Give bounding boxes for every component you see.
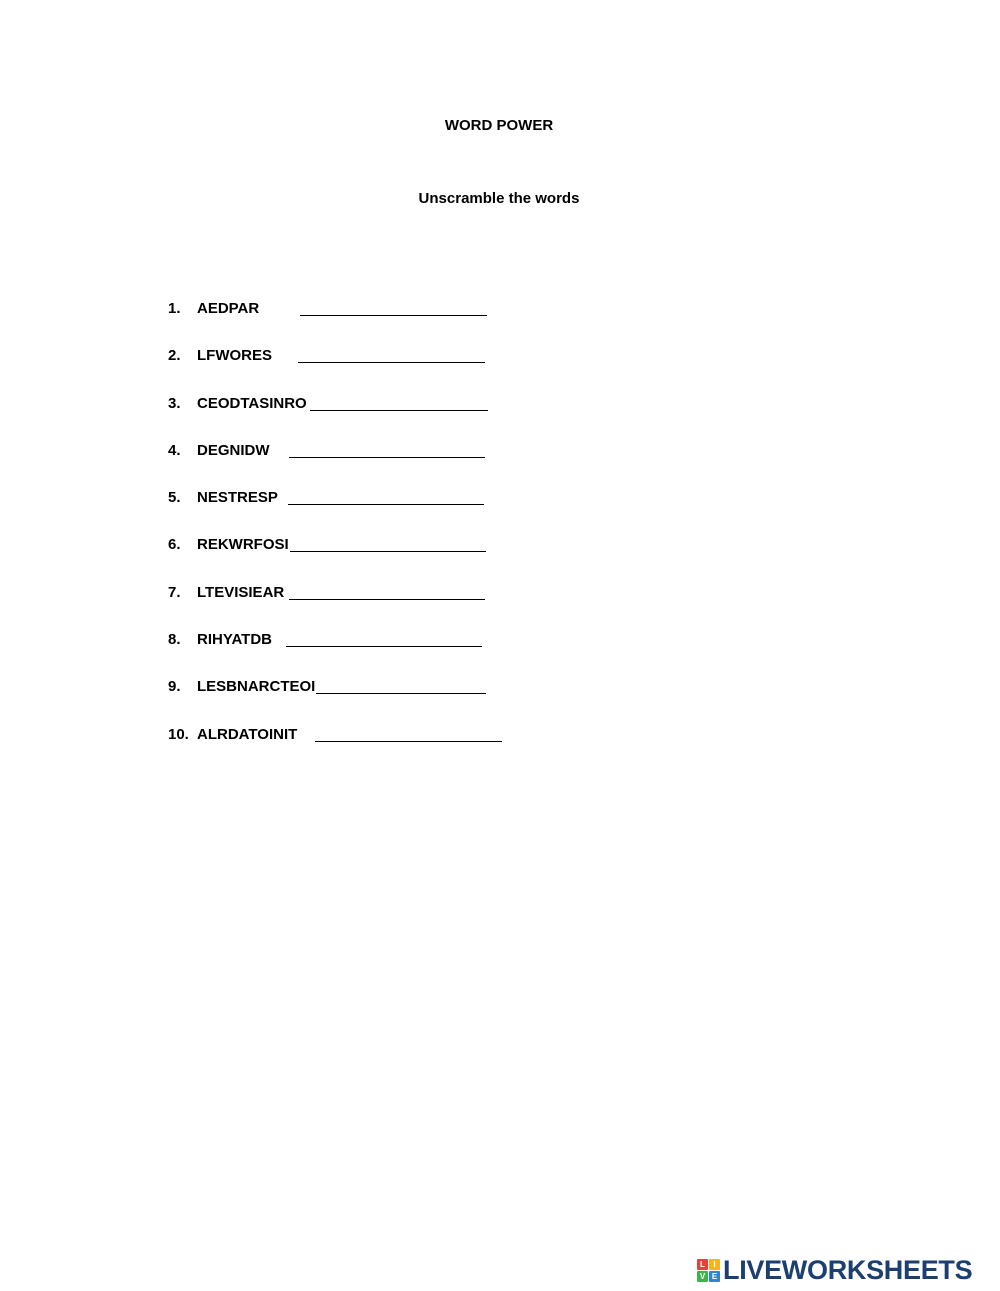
answer-blank[interactable] bbox=[315, 741, 502, 742]
item-number: 3. bbox=[168, 394, 181, 412]
scrambled-word: CEODTASINRO bbox=[197, 394, 307, 412]
list-item bbox=[168, 724, 568, 771]
answer-blank[interactable] bbox=[298, 362, 485, 363]
list-item bbox=[168, 440, 568, 487]
item-number: 8. bbox=[168, 631, 181, 649]
scrambled-word: LESBNARCTEOI bbox=[197, 678, 316, 696]
list-item bbox=[168, 345, 568, 392]
answer-blank[interactable] bbox=[310, 410, 488, 411]
scrambled-word: ALRDATOINIT bbox=[197, 725, 298, 743]
list-item bbox=[168, 676, 568, 723]
list-item bbox=[168, 534, 568, 581]
scrambled-word: REKWRFOSI bbox=[197, 536, 289, 554]
logo-letter: L bbox=[697, 1259, 708, 1270]
item-number: 5. bbox=[168, 489, 181, 507]
scrambled-word: NESTRESP bbox=[197, 489, 278, 507]
answer-blank[interactable] bbox=[300, 315, 487, 316]
logo-letter: V bbox=[697, 1271, 708, 1282]
list-item bbox=[168, 582, 568, 629]
worksheet-instructions: Unscramble the words bbox=[418, 190, 580, 207]
liveworksheets-logo bbox=[697, 1256, 972, 1284]
item-number: 6. bbox=[168, 536, 181, 554]
list-item bbox=[168, 487, 568, 534]
answer-blank[interactable] bbox=[289, 599, 485, 600]
item-number: 9. bbox=[168, 678, 181, 696]
answer-blank[interactable] bbox=[288, 504, 484, 505]
item-number: 2. bbox=[168, 347, 181, 365]
word-list bbox=[168, 298, 568, 771]
brand-name: LIVEWORKSHEETS bbox=[723, 1254, 973, 1285]
worksheet-title: WORD POWER bbox=[444, 117, 554, 134]
answer-blank[interactable] bbox=[289, 457, 485, 458]
item-number: 10. bbox=[168, 725, 189, 743]
scrambled-word: RIHYATDB bbox=[197, 631, 273, 649]
list-item bbox=[168, 629, 568, 676]
scrambled-word: AEDPAR bbox=[197, 300, 260, 317]
item-number: 1. bbox=[168, 300, 181, 317]
scrambled-word: LTEVISIEAR bbox=[197, 583, 285, 601]
item-number: 7. bbox=[168, 583, 181, 601]
scrambled-word: LFWORES bbox=[197, 347, 272, 365]
logo-letter: I bbox=[709, 1259, 720, 1270]
scrambled-word: DEGNIDW bbox=[197, 441, 270, 459]
list-item bbox=[168, 298, 568, 345]
answer-blank[interactable] bbox=[316, 693, 486, 694]
list-item bbox=[168, 393, 568, 440]
item-number: 4. bbox=[168, 441, 181, 459]
answer-blank[interactable] bbox=[286, 646, 482, 647]
answer-blank[interactable] bbox=[290, 551, 486, 552]
logo-letter: E bbox=[709, 1271, 720, 1282]
logo-mark-icon bbox=[697, 1259, 720, 1282]
